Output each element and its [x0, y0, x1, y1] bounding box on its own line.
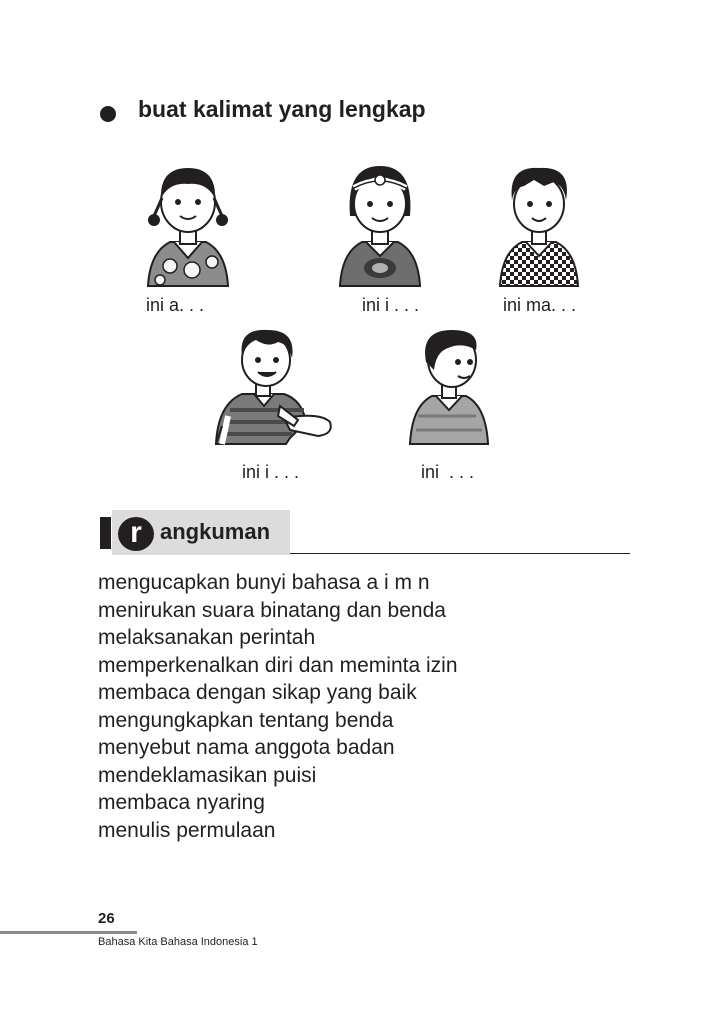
summary-item: mendeklamasikan puisi [98, 763, 317, 787]
summary-list [98, 569, 458, 844]
summary-item: melaksanakan perintah [98, 626, 316, 649]
girl-headband-illustration [332, 158, 428, 288]
book-title: Bahasa Kita Bahasa Indonesia 1 [98, 936, 258, 948]
figure-caption: ini i . . . [362, 295, 420, 315]
summary-item: membaca dengan sikap yang baik [98, 681, 417, 704]
exercise-heading: buat kalimat yang lengkap [138, 96, 426, 122]
girl-pigtails-illustration [140, 158, 236, 288]
figure-caption: ini ma. . . [503, 295, 577, 315]
figure-caption: ini i . . . [242, 462, 300, 482]
summary-item: memperkenalkan diri dan meminta izin [98, 653, 458, 677]
section-title: angkuman [160, 519, 271, 544]
section-divider [290, 553, 630, 554]
footer-rule [0, 931, 137, 934]
summary-item: menirukan suara binatang dan benda [98, 598, 446, 622]
section-marker [100, 517, 111, 549]
summary-item: membaca nyaring [98, 791, 265, 814]
boy-checkered-shirt-illustration [494, 160, 584, 288]
summary-item: menyebut nama anggota badan [98, 736, 395, 759]
boy-profile-illustration [406, 326, 492, 446]
figure-caption: ini a. . . [146, 295, 205, 315]
figure-caption: ini . . . [421, 462, 475, 482]
summary-item: menulis permulaan [98, 818, 276, 842]
summary-item: mengungkapkan tentang benda [98, 708, 394, 732]
section-initial-badge: r [118, 517, 154, 551]
bullet-icon [100, 106, 116, 122]
boy-pointing-illustration [210, 326, 336, 446]
summary-item: mengucapkan bunyi bahasa a i m n [98, 571, 430, 594]
page-number: 26 [98, 910, 115, 927]
